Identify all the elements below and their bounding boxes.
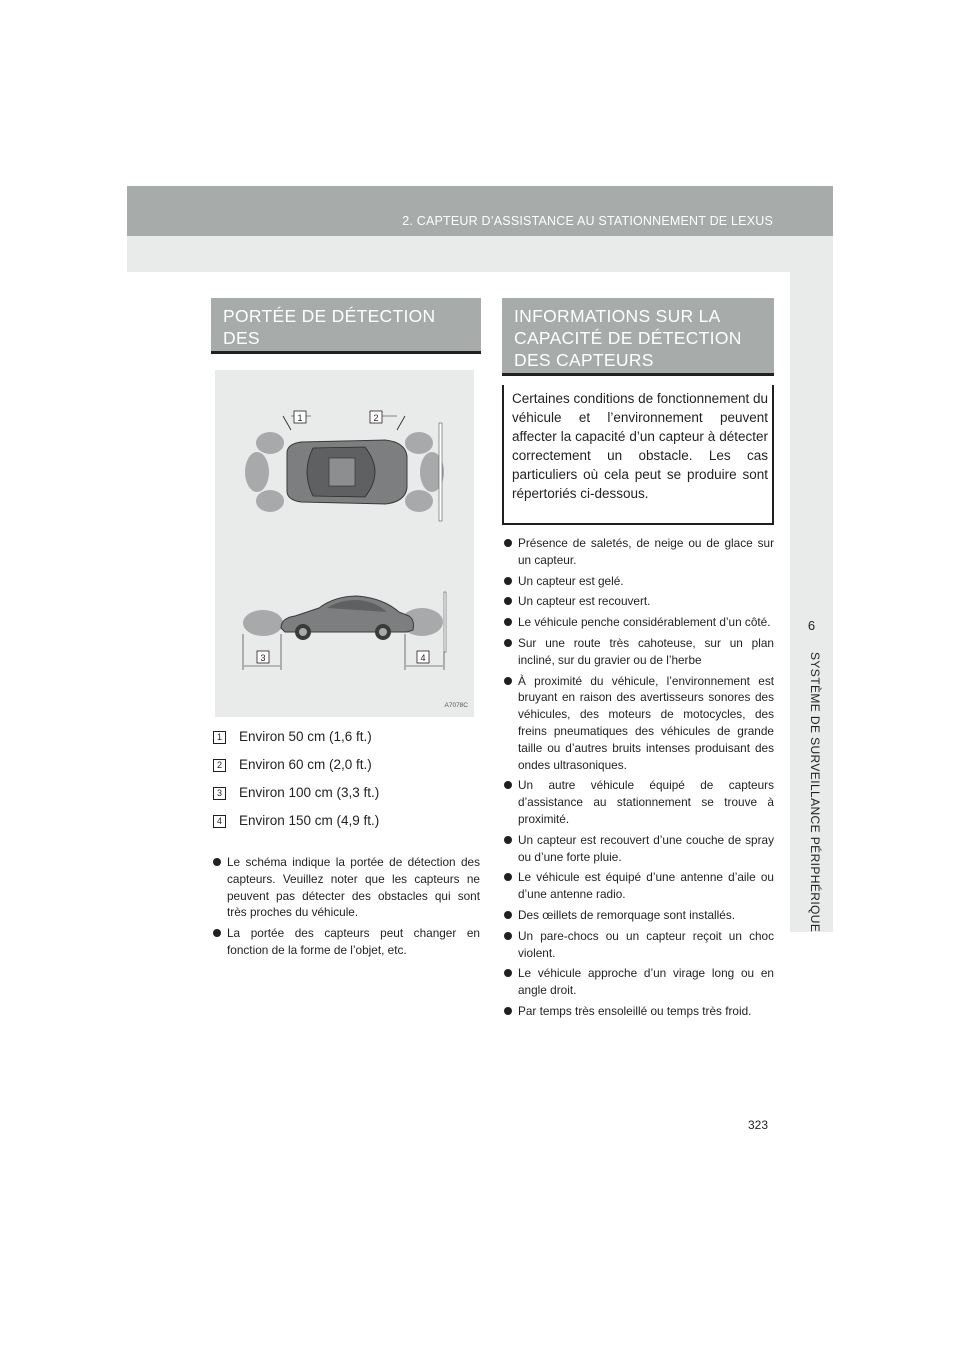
top-view-group <box>245 411 444 521</box>
list-item-text: Le véhicule est équipé d’une antenne d’aile ou d’une antenne radio. <box>518 870 774 902</box>
chapter-side-title: SYSTÈME DE SURVEILLANCE PÉRIPHÉRIQUE <box>808 652 822 933</box>
bullet-icon <box>504 932 512 940</box>
list-item <box>502 832 774 866</box>
bullet-icon <box>504 1007 512 1015</box>
sensor-range-diagram <box>215 370 474 717</box>
conditions-list <box>502 535 774 1024</box>
figure-legend <box>213 728 483 840</box>
side-view-group <box>243 592 446 670</box>
list-item-text: À proximité du véhicule, l’environnement est bruyant en raison des avertisseurs sonores des véhicules, des moteurs de motocycles, des freins pneumatiques des véhicules de grande taille ou d’autres bruits intenses produisant des ondes ultrasoniques. <box>518 673 774 772</box>
car-hub <box>379 628 387 636</box>
list-item <box>502 593 774 610</box>
list-item <box>502 777 774 827</box>
bullet-icon <box>504 677 512 685</box>
legend-text: Environ 150 cm (4,9 ft.) <box>239 813 380 828</box>
bullet-icon <box>504 618 512 626</box>
info-box: Certaines conditions de fonctionnement du véhicule et l’environnement peuvent affecter la capacité d’un capteur à détecter correctement un obstacle. Les cas particuliers où cela peut se produire sont répertoriés ci-dessous. <box>502 385 774 525</box>
list-item <box>502 907 774 924</box>
sensor-range-illustration <box>215 370 474 717</box>
range-arrow <box>283 416 291 430</box>
side-chapter-tab <box>790 272 833 932</box>
bullet-icon <box>504 969 512 977</box>
legend-item <box>213 728 483 756</box>
list-item-text: Le schéma indique la portée de détection des capteurs. Veuillez noter que les capteurs ne peuvent pas détecter des obstacles qui sont très proches du véhicule. <box>227 855 480 920</box>
legend-number: 4 <box>213 815 226 828</box>
bullet-icon <box>213 929 221 937</box>
chapter-header-title: 2. CAPTEUR D’ASSISTANCE AU STATIONNEMENT DE LEXUS <box>402 214 773 228</box>
obstacle-wall <box>439 423 442 521</box>
detection-notes-list <box>211 854 480 963</box>
chapter-number: 6 <box>807 618 816 633</box>
list-item-text: Des œillets de remorquage sont installés. <box>518 907 736 922</box>
bullet-icon <box>504 577 512 585</box>
list-item <box>502 965 774 999</box>
heading-line: PORTÉE DE DÉTECTION DES <box>223 306 436 348</box>
list-item-text: Un capteur est recouvert d’une couche de spray ou d’une forte pluie. <box>518 832 774 864</box>
bullet-icon <box>504 836 512 844</box>
legend-number: 3 <box>213 787 226 800</box>
figure-code: A7078C <box>444 702 468 709</box>
range-zone <box>256 432 284 454</box>
figure-label-4: 4 <box>420 653 426 663</box>
bullet-icon <box>504 781 512 789</box>
list-item-text: Présence de saletés, de neige ou de glace sur un capteur. <box>518 536 774 567</box>
legend-number: 2 <box>213 759 226 772</box>
list-item-text: Un capteur est recouvert. <box>518 594 651 609</box>
car-hub <box>299 628 307 636</box>
list-item-text: Par temps très ensoleillé ou temps très froid. <box>518 1003 752 1018</box>
list-item-text: Un capteur est gelé. <box>518 573 624 588</box>
header-strip <box>127 236 833 272</box>
range-zone <box>405 490 433 512</box>
list-item <box>502 928 774 962</box>
list-item-text: Le véhicule approche d’un virage long ou en angle droit. <box>518 966 774 998</box>
list-item <box>502 673 774 774</box>
heading-line: DES CAPTEURS <box>514 350 654 370</box>
list-item <box>502 1003 774 1020</box>
heading-line: INFORMATIONS SUR LA <box>514 306 721 326</box>
bullet-icon <box>504 911 512 919</box>
list-item-text: Le véhicule penche considérablement d’un côté. <box>518 615 771 630</box>
figure-label-1: 1 <box>297 413 303 423</box>
heading-line: CAPACITÉ DE DÉTECTION <box>514 328 742 348</box>
car-top-roof <box>329 458 355 486</box>
range-zone <box>256 490 284 512</box>
chapter-header <box>127 186 833 236</box>
list-item <box>502 869 774 903</box>
list-item-text: Un autre véhicule équipé de capteurs d’assistance au stationnement se trouve à proximité. <box>518 778 774 826</box>
list-item <box>502 635 774 669</box>
figure-label-3: 3 <box>260 653 266 663</box>
range-zone <box>405 432 433 454</box>
bullet-icon <box>504 873 512 881</box>
legend-item <box>213 784 483 812</box>
bullet-icon <box>213 858 221 866</box>
list-item <box>502 573 774 590</box>
list-item <box>211 854 480 921</box>
list-item-text: Un pare-chocs ou un capteur reçoit un choc violent. <box>518 928 774 960</box>
bullet-icon <box>504 539 512 547</box>
range-zone <box>245 452 269 492</box>
bullet-icon <box>504 597 512 605</box>
legend-text: Environ 50 cm (1,6 ft.) <box>239 729 372 744</box>
figure-label-2: 2 <box>373 413 379 423</box>
legend-text: Environ 60 cm (2,0 ft.) <box>239 757 372 772</box>
obstacle-wall <box>444 592 446 652</box>
legend-item <box>213 756 483 784</box>
list-item-text: La portée des capteurs peut changer en fonction de la forme de l’objet, etc. <box>227 926 480 957</box>
range-zone <box>243 610 283 636</box>
legend-text: Environ 100 cm (3,3 ft.) <box>239 785 380 800</box>
range-arrow <box>397 416 405 430</box>
list-item <box>502 614 774 631</box>
heading-line: CAPTEURS <box>223 350 321 370</box>
bullet-icon <box>504 639 512 647</box>
list-item-text: Sur une route très cahoteuse, sur un plan incliné, sur du gravier ou de l’herbe <box>518 635 774 667</box>
section-heading-detection-range <box>211 298 481 370</box>
legend-number: 1 <box>213 731 226 744</box>
legend-item <box>213 812 483 840</box>
list-item <box>211 925 480 959</box>
section-heading-sensor-info <box>502 298 774 376</box>
list-item <box>502 535 774 569</box>
page-number: 323 <box>748 1118 769 1132</box>
